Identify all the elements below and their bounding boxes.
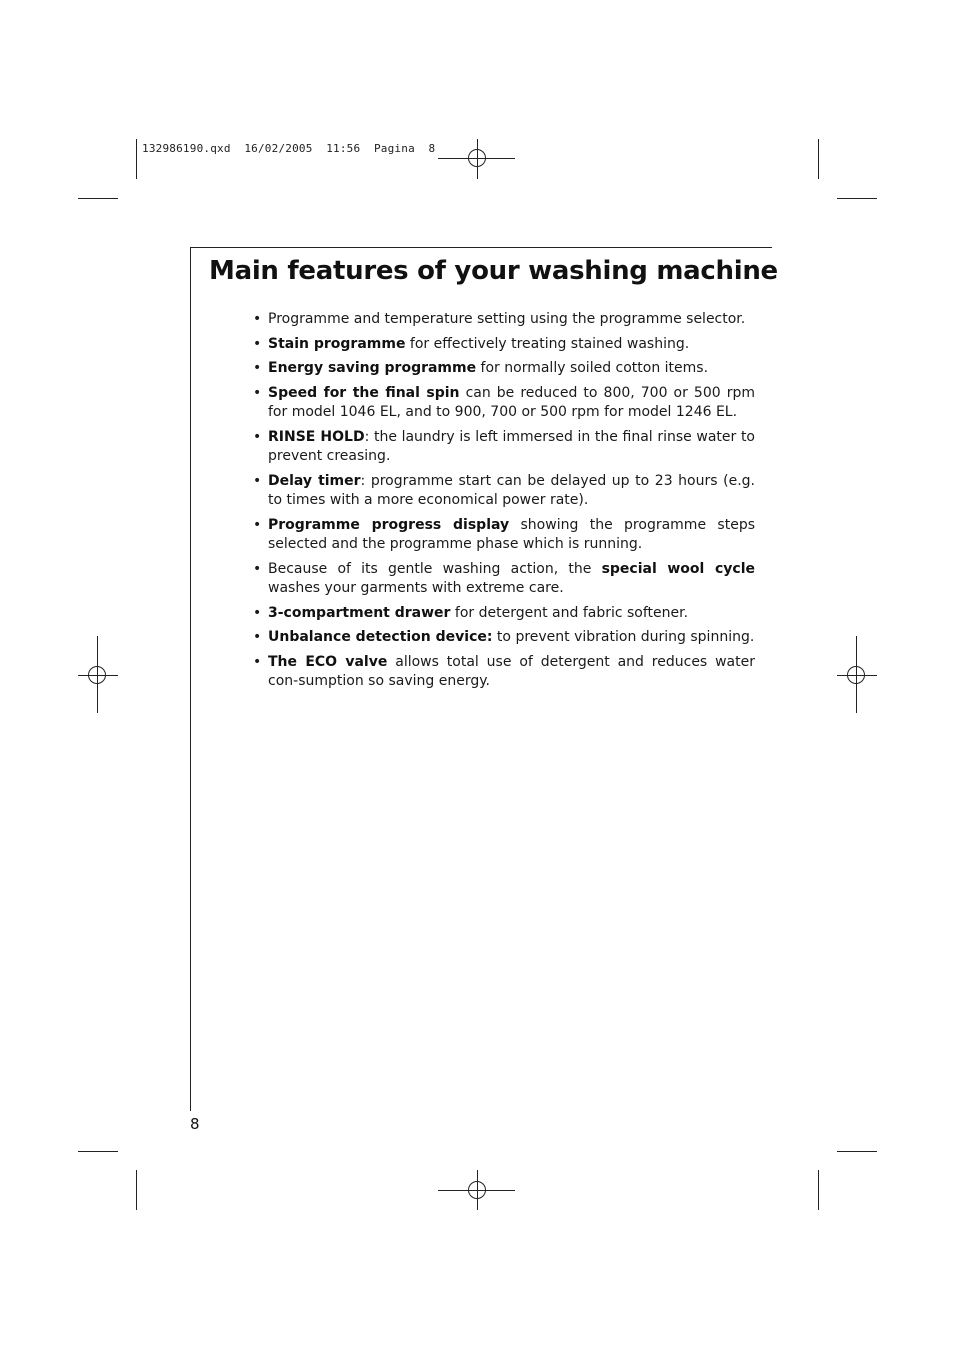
page-title: Main features of your washing machine <box>209 256 778 286</box>
features-list <box>253 310 755 697</box>
list-item: • Programme progress display showing the programme steps selected and the programme phase which is running. <box>253 516 755 552</box>
header-rule <box>190 247 772 248</box>
list-item: • RINSE HOLD: the laundry is left immersed in the final rinse water to prevent creasing. <box>253 428 755 464</box>
list-item: • Energy saving programme for normally soiled cotton items. <box>253 360 709 376</box>
print-slug: 132986190.qxd 16/02/2005 11:56 Pagina 8 <box>142 142 436 155</box>
list-item: • The ECO valve allows total use of detergent and reduces water con-sumption so saving energy. <box>253 653 755 689</box>
list-item: • Programme and temperature setting using the programme selector. <box>253 311 746 327</box>
page-number: 8 <box>190 1115 200 1133</box>
list-item: • Delay timer: programme start can be delayed up to 23 hours (e.g. to times with a more economical power rate). <box>253 472 755 508</box>
list-item: • Unbalance detection device: to prevent vibration during spinning. <box>253 629 755 645</box>
list-item: • 3-compartment drawer for detergent and fabric softener. <box>253 604 689 621</box>
left-margin-rule <box>190 247 191 1111</box>
list-item: • Stain programme for effectively treating stained washing. <box>253 335 690 352</box>
list-item: • Because of its gentle washing action, the special wool cycle washes your garments with extreme care. <box>253 560 755 596</box>
list-item: • Speed for the final spin can be reduced to 800, 700 or 500 rpm for model 1046 EL, and to 900, 700 or 500 rpm for model 1246 EL. <box>253 384 755 420</box>
